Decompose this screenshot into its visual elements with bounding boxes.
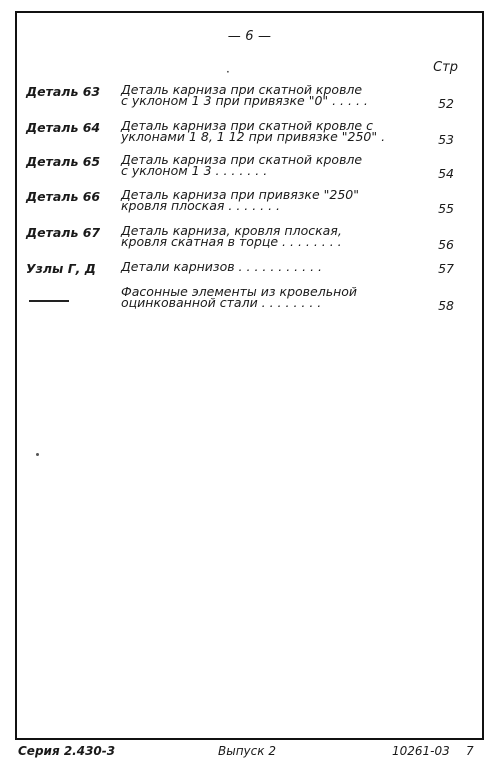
entry-line: Деталь карниза при скатной кровле с (121, 118, 373, 133)
entry-page: 55 (438, 201, 454, 216)
entry-line: Деталь карниза при скатной кровле (121, 152, 363, 167)
entry-description (121, 84, 421, 106)
entry-line: с уклоном 1 3 при привязке "0" . . . . . (121, 93, 368, 108)
entry-page: 58 (438, 298, 454, 313)
entry-label: Деталь 64 (26, 120, 101, 135)
entry-line: Фасонные элементы из кровельной (121, 284, 358, 299)
entry-line: Деталь карниза, кровля плоская, (121, 223, 342, 238)
entry-label: Узлы Г, Д (26, 261, 96, 276)
entry-description (121, 120, 421, 142)
entry-page: 56 (438, 237, 454, 252)
entry-label: Деталь 63 (26, 84, 101, 99)
entry-description (121, 286, 421, 308)
entry-page: 52 (438, 96, 454, 111)
entry-line: Деталь карниза при скатной кровле (121, 82, 363, 97)
footer-issue: Выпуск 2 (218, 744, 276, 758)
entry-line: оцинкованной стали . . . . . . . . (121, 295, 322, 310)
entry-line: кровля плоская . . . . . . . (121, 198, 281, 213)
page-column-header: Стр (433, 60, 458, 75)
entry-description (121, 261, 421, 272)
header-dot: · (226, 65, 230, 79)
footer-sheet: 7 (466, 744, 474, 758)
entry-line: с уклоном 1 3 . . . . . . . (121, 163, 268, 178)
entry-label: Деталь 65 (26, 154, 101, 169)
entry-label: Деталь 67 (26, 225, 101, 240)
entry-page: 54 (438, 166, 454, 181)
page-number: — 6 — (227, 29, 272, 44)
entry-line: уклонами 1 8, 1 12 при привязке "250" . (121, 129, 386, 144)
entry-page: 57 (438, 261, 454, 276)
entry-label: Деталь 66 (26, 189, 101, 204)
page-frame (15, 11, 484, 740)
entry-description (121, 225, 421, 247)
entry-line: Деталь карниза при привязке "250" (121, 187, 359, 202)
footer-code: 10261-03 (392, 744, 450, 758)
entry-dash (29, 300, 69, 302)
footer-series: Серия 2.430-3 (18, 744, 116, 758)
entry-description (121, 154, 421, 176)
entry-description (121, 189, 421, 211)
stray-mark (36, 453, 39, 456)
entry-line: Детали карнизов . . . . . . . . . . . (121, 259, 323, 274)
entry-line: кровля скатная в торце . . . . . . . . (121, 234, 342, 249)
entry-page: 53 (438, 132, 454, 147)
